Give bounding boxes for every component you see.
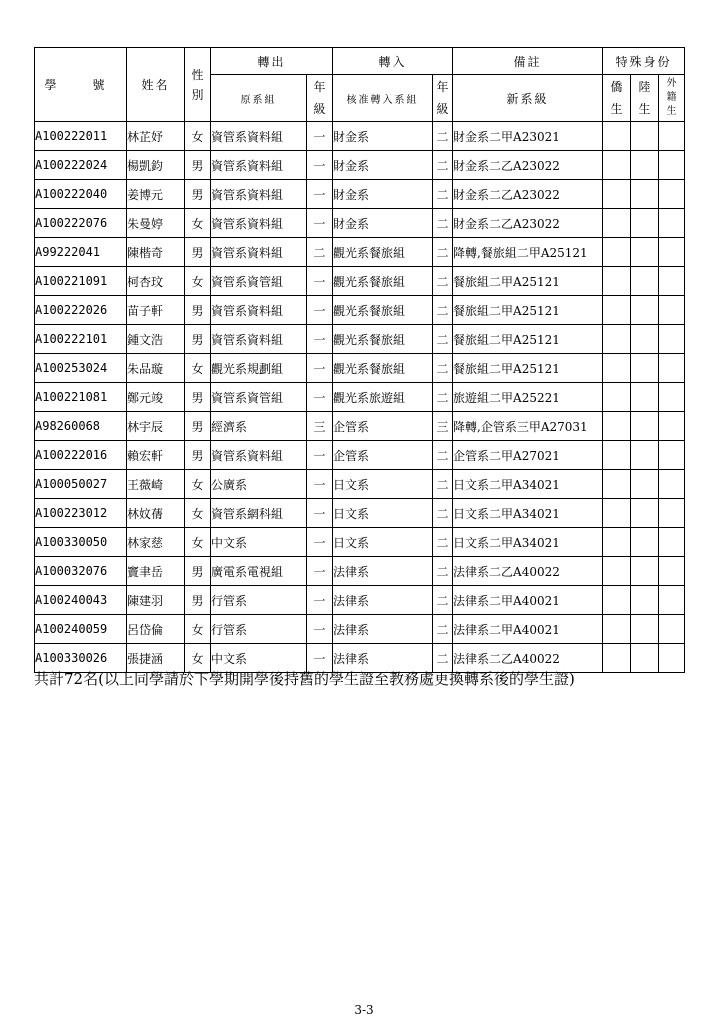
- approved-dept-cell: 財金系: [333, 151, 433, 180]
- new-class-cell: 財金系二甲A23021: [453, 122, 603, 151]
- name-cell: 朱曼婷: [127, 209, 185, 238]
- approved-dept-cell: 日文系: [333, 528, 433, 557]
- foreign-cell: [659, 209, 685, 238]
- header-foreign: 外籍生: [659, 75, 685, 122]
- original-dept-cell: 行管系: [211, 615, 307, 644]
- approved-dept-cell: 財金系: [333, 180, 433, 209]
- out-grade-cell: 一: [307, 296, 333, 325]
- name-cell: 陳楷奇: [127, 238, 185, 267]
- new-class-cell: 餐旅組二甲A25121: [453, 267, 603, 296]
- in-grade-cell: 二: [433, 383, 453, 412]
- mainland-cell: [631, 470, 659, 499]
- table-row: [35, 325, 685, 354]
- table-row: [35, 557, 685, 586]
- in-grade-cell: 二: [433, 528, 453, 557]
- approved-dept-cell: 法律系: [333, 644, 433, 673]
- student-id-cell: A99222041: [35, 238, 127, 267]
- out-grade-cell: 一: [307, 644, 333, 673]
- approved-dept-cell: 觀光系餐旅組: [333, 267, 433, 296]
- foreign-cell: [659, 354, 685, 383]
- new-class-cell: 財金系二乙A23022: [453, 180, 603, 209]
- in-grade-cell: 二: [433, 441, 453, 470]
- new-class-cell: 餐旅組二甲A25121: [453, 354, 603, 383]
- mainland-cell: [631, 644, 659, 673]
- approved-dept-cell: 觀光系旅遊組: [333, 383, 433, 412]
- name-cell: 姜博元: [127, 180, 185, 209]
- approved-dept-cell: 企管系: [333, 412, 433, 441]
- header-overseas: 僑生: [603, 75, 631, 122]
- name-cell: 竇聿岳: [127, 557, 185, 586]
- header-transfer-out: 轉出: [211, 48, 333, 75]
- out-grade-cell: 三: [307, 412, 333, 441]
- table-row: [35, 586, 685, 615]
- foreign-cell: [659, 180, 685, 209]
- in-grade-cell: 二: [433, 354, 453, 383]
- out-grade-cell: 一: [307, 615, 333, 644]
- mainland-cell: [631, 441, 659, 470]
- foreign-cell: [659, 615, 685, 644]
- overseas-cell: [603, 412, 631, 441]
- gender-cell: 男: [185, 238, 211, 267]
- foreign-cell: [659, 470, 685, 499]
- foreign-cell: [659, 296, 685, 325]
- in-grade-cell: 三: [433, 412, 453, 441]
- overseas-cell: [603, 557, 631, 586]
- in-grade-cell: 二: [433, 325, 453, 354]
- mainland-cell: [631, 586, 659, 615]
- approved-dept-cell: 法律系: [333, 586, 433, 615]
- overseas-cell: [603, 615, 631, 644]
- overseas-cell: [603, 151, 631, 180]
- new-class-cell: 餐旅組二甲A25121: [453, 325, 603, 354]
- out-grade-cell: 一: [307, 151, 333, 180]
- approved-dept-cell: 觀光系餐旅組: [333, 238, 433, 267]
- out-grade-cell: 一: [307, 586, 333, 615]
- header-out-grade: 年級: [307, 75, 333, 122]
- overseas-cell: [603, 528, 631, 557]
- name-cell: 苗子軒: [127, 296, 185, 325]
- original-dept-cell: 資管系資料組: [211, 296, 307, 325]
- mainland-cell: [631, 238, 659, 267]
- foreign-cell: [659, 238, 685, 267]
- table-row: [35, 267, 685, 296]
- overseas-cell: [603, 441, 631, 470]
- header-student-id: 學 號: [35, 48, 127, 122]
- name-cell: 朱品璇: [127, 354, 185, 383]
- gender-cell: 男: [185, 296, 211, 325]
- new-class-cell: 法律系二甲A40021: [453, 615, 603, 644]
- student-id-cell: A100032076: [35, 557, 127, 586]
- mainland-cell: [631, 557, 659, 586]
- approved-dept-cell: 日文系: [333, 499, 433, 528]
- header-approved-dept: 核准轉入系組: [333, 75, 433, 122]
- mainland-cell: [631, 151, 659, 180]
- out-grade-cell: 一: [307, 122, 333, 151]
- gender-cell: 女: [185, 615, 211, 644]
- student-id-cell: A100222026: [35, 296, 127, 325]
- out-grade-cell: 一: [307, 499, 333, 528]
- original-dept-cell: 觀光系規劃組: [211, 354, 307, 383]
- table-row: [35, 296, 685, 325]
- foreign-cell: [659, 586, 685, 615]
- table-row: [35, 615, 685, 644]
- gender-cell: 男: [185, 557, 211, 586]
- gender-cell: 男: [185, 383, 211, 412]
- original-dept-cell: 資管系網科組: [211, 499, 307, 528]
- student-id-cell: A100221081: [35, 383, 127, 412]
- approved-dept-cell: 財金系: [333, 209, 433, 238]
- overseas-cell: [603, 470, 631, 499]
- mainland-cell: [631, 296, 659, 325]
- in-grade-cell: 二: [433, 151, 453, 180]
- new-class-cell: 法律系二乙A40022: [453, 557, 603, 586]
- in-grade-cell: 二: [433, 615, 453, 644]
- original-dept-cell: 資管系資料組: [211, 325, 307, 354]
- mainland-cell: [631, 180, 659, 209]
- out-grade-cell: 一: [307, 209, 333, 238]
- student-id-cell: A100222024: [35, 151, 127, 180]
- approved-dept-cell: 法律系: [333, 557, 433, 586]
- table-row: [35, 412, 685, 441]
- overseas-cell: [603, 354, 631, 383]
- foreign-cell: [659, 557, 685, 586]
- foreign-cell: [659, 267, 685, 296]
- original-dept-cell: 資管系資料組: [211, 180, 307, 209]
- name-cell: 林家慈: [127, 528, 185, 557]
- foreign-cell: [659, 122, 685, 151]
- gender-cell: 男: [185, 180, 211, 209]
- student-id-cell: A100222076: [35, 209, 127, 238]
- approved-dept-cell: 日文系: [333, 470, 433, 499]
- student-id-cell: A100240043: [35, 586, 127, 615]
- student-id-cell: A100221091: [35, 267, 127, 296]
- student-id-cell: A100222101: [35, 325, 127, 354]
- name-cell: 鍾文浩: [127, 325, 185, 354]
- in-grade-cell: 二: [433, 238, 453, 267]
- new-class-cell: 法律系二甲A40021: [453, 586, 603, 615]
- mainland-cell: [631, 122, 659, 151]
- original-dept-cell: 廣電系電視組: [211, 557, 307, 586]
- overseas-cell: [603, 586, 631, 615]
- name-cell: 柯杏玟: [127, 267, 185, 296]
- header-gender: 性別: [185, 48, 211, 122]
- in-grade-cell: 二: [433, 644, 453, 673]
- table-row: [35, 354, 685, 383]
- foreign-cell: [659, 412, 685, 441]
- name-cell: 賴宏軒: [127, 441, 185, 470]
- table-row: [35, 441, 685, 470]
- approved-dept-cell: 財金系: [333, 122, 433, 151]
- overseas-cell: [603, 122, 631, 151]
- table-row: [35, 528, 685, 557]
- gender-cell: 男: [185, 325, 211, 354]
- new-class-cell: 企管系二甲A27021: [453, 441, 603, 470]
- original-dept-cell: 經濟系: [211, 412, 307, 441]
- mainland-cell: [631, 499, 659, 528]
- student-id-cell: A100222011: [35, 122, 127, 151]
- gender-cell: 女: [185, 354, 211, 383]
- new-class-cell: 旅遊組二甲A25221: [453, 383, 603, 412]
- mainland-cell: [631, 528, 659, 557]
- gender-cell: 女: [185, 470, 211, 499]
- mainland-cell: [631, 383, 659, 412]
- out-grade-cell: 一: [307, 267, 333, 296]
- header-name: 姓名: [127, 48, 185, 122]
- name-cell: 林芷妤: [127, 122, 185, 151]
- new-class-cell: 日文系二甲A34021: [453, 470, 603, 499]
- student-id-cell: A100240059: [35, 615, 127, 644]
- header-original-dept: 原系組: [211, 75, 307, 122]
- mainland-cell: [631, 267, 659, 296]
- transfer-student-table: [34, 47, 685, 673]
- in-grade-cell: 二: [433, 267, 453, 296]
- foreign-cell: [659, 383, 685, 412]
- original-dept-cell: 行管系: [211, 586, 307, 615]
- gender-cell: 女: [185, 267, 211, 296]
- table-row: [35, 499, 685, 528]
- approved-dept-cell: 法律系: [333, 615, 433, 644]
- table-row: [35, 151, 685, 180]
- gender-cell: 女: [185, 528, 211, 557]
- student-id-cell: A98260068: [35, 412, 127, 441]
- overseas-cell: [603, 644, 631, 673]
- gender-cell: 男: [185, 151, 211, 180]
- foreign-cell: [659, 644, 685, 673]
- out-grade-cell: 一: [307, 180, 333, 209]
- gender-cell: 女: [185, 122, 211, 151]
- original-dept-cell: 資管系資料組: [211, 441, 307, 470]
- in-grade-cell: 二: [433, 122, 453, 151]
- gender-cell: 女: [185, 499, 211, 528]
- approved-dept-cell: 觀光系餐旅組: [333, 325, 433, 354]
- gender-cell: 男: [185, 412, 211, 441]
- out-grade-cell: 二: [307, 238, 333, 267]
- out-grade-cell: 一: [307, 528, 333, 557]
- name-cell: 張捷涵: [127, 644, 185, 673]
- original-dept-cell: 中文系: [211, 528, 307, 557]
- mainland-cell: [631, 615, 659, 644]
- original-dept-cell: 資管系資管組: [211, 383, 307, 412]
- original-dept-cell: 中文系: [211, 644, 307, 673]
- mainland-cell: [631, 325, 659, 354]
- table-row: [35, 209, 685, 238]
- name-cell: 呂岱倫: [127, 615, 185, 644]
- student-id-cell: A100050027: [35, 470, 127, 499]
- overseas-cell: [603, 238, 631, 267]
- foreign-cell: [659, 499, 685, 528]
- new-class-cell: 財金系二乙A23022: [453, 209, 603, 238]
- in-grade-cell: 二: [433, 180, 453, 209]
- gender-cell: 女: [185, 209, 211, 238]
- header-transfer-in: 轉入: [333, 48, 453, 75]
- new-class-cell: 財金系二乙A23022: [453, 151, 603, 180]
- table-row: [35, 238, 685, 267]
- header-special-status: 特殊身份: [603, 48, 685, 75]
- header-remarks: 備註: [453, 48, 603, 75]
- original-dept-cell: 公廣系: [211, 470, 307, 499]
- new-class-cell: 餐旅組二甲A25121: [453, 296, 603, 325]
- name-cell: 楊凱鈞: [127, 151, 185, 180]
- original-dept-cell: 資管系資料組: [211, 238, 307, 267]
- table-row: [35, 470, 685, 499]
- name-cell: 鄭元竣: [127, 383, 185, 412]
- table-row: [35, 122, 685, 151]
- out-grade-cell: 一: [307, 470, 333, 499]
- new-class-cell: 降轉,企管系三甲A27031: [453, 412, 603, 441]
- student-id-cell: A100330026: [35, 644, 127, 673]
- overseas-cell: [603, 325, 631, 354]
- name-cell: 王薇崎: [127, 470, 185, 499]
- summary-note: 共計72名(以上同學請於下學期開學後持舊的學生證至教務處更換轉系後的學生證): [34, 670, 575, 688]
- original-dept-cell: 資管系資料組: [211, 122, 307, 151]
- name-cell: 陳建羽: [127, 586, 185, 615]
- foreign-cell: [659, 441, 685, 470]
- student-id-cell: A100222016: [35, 441, 127, 470]
- overseas-cell: [603, 383, 631, 412]
- out-grade-cell: 一: [307, 383, 333, 412]
- foreign-cell: [659, 528, 685, 557]
- in-grade-cell: 二: [433, 209, 453, 238]
- mainland-cell: [631, 354, 659, 383]
- student-id-cell: A100222040: [35, 180, 127, 209]
- in-grade-cell: 二: [433, 586, 453, 615]
- name-cell: 林宇辰: [127, 412, 185, 441]
- out-grade-cell: 一: [307, 354, 333, 383]
- overseas-cell: [603, 499, 631, 528]
- overseas-cell: [603, 267, 631, 296]
- gender-cell: 男: [185, 441, 211, 470]
- overseas-cell: [603, 180, 631, 209]
- student-id-cell: A100223012: [35, 499, 127, 528]
- new-class-cell: 法律系二乙A40022: [453, 644, 603, 673]
- mainland-cell: [631, 209, 659, 238]
- overseas-cell: [603, 296, 631, 325]
- header-in-grade: 年級: [433, 75, 453, 122]
- overseas-cell: [603, 209, 631, 238]
- gender-cell: 女: [185, 644, 211, 673]
- header-mainland: 陸生: [631, 75, 659, 122]
- student-id-cell: A100253024: [35, 354, 127, 383]
- original-dept-cell: 資管系資料組: [211, 151, 307, 180]
- new-class-cell: 日文系二甲A34021: [453, 528, 603, 557]
- mainland-cell: [631, 412, 659, 441]
- approved-dept-cell: 企管系: [333, 441, 433, 470]
- in-grade-cell: 二: [433, 296, 453, 325]
- new-class-cell: 日文系二甲A34021: [453, 499, 603, 528]
- student-id-cell: A100330050: [35, 528, 127, 557]
- in-grade-cell: 二: [433, 499, 453, 528]
- original-dept-cell: 資管系資料組: [211, 209, 307, 238]
- out-grade-cell: 一: [307, 557, 333, 586]
- approved-dept-cell: 觀光系餐旅組: [333, 296, 433, 325]
- name-cell: 林妏蒨: [127, 499, 185, 528]
- in-grade-cell: 二: [433, 557, 453, 586]
- out-grade-cell: 一: [307, 325, 333, 354]
- gender-cell: 男: [185, 586, 211, 615]
- page-number: 3-3: [354, 1003, 374, 1017]
- approved-dept-cell: 觀光系餐旅組: [333, 354, 433, 383]
- foreign-cell: [659, 325, 685, 354]
- original-dept-cell: 資管系資管組: [211, 267, 307, 296]
- in-grade-cell: 二: [433, 470, 453, 499]
- table-row: [35, 383, 685, 412]
- table-row: [35, 180, 685, 209]
- out-grade-cell: 一: [307, 441, 333, 470]
- foreign-cell: [659, 151, 685, 180]
- new-class-cell: 降轉,餐旅組二甲A25121: [453, 238, 603, 267]
- header-new-class: 新系級: [453, 75, 603, 122]
